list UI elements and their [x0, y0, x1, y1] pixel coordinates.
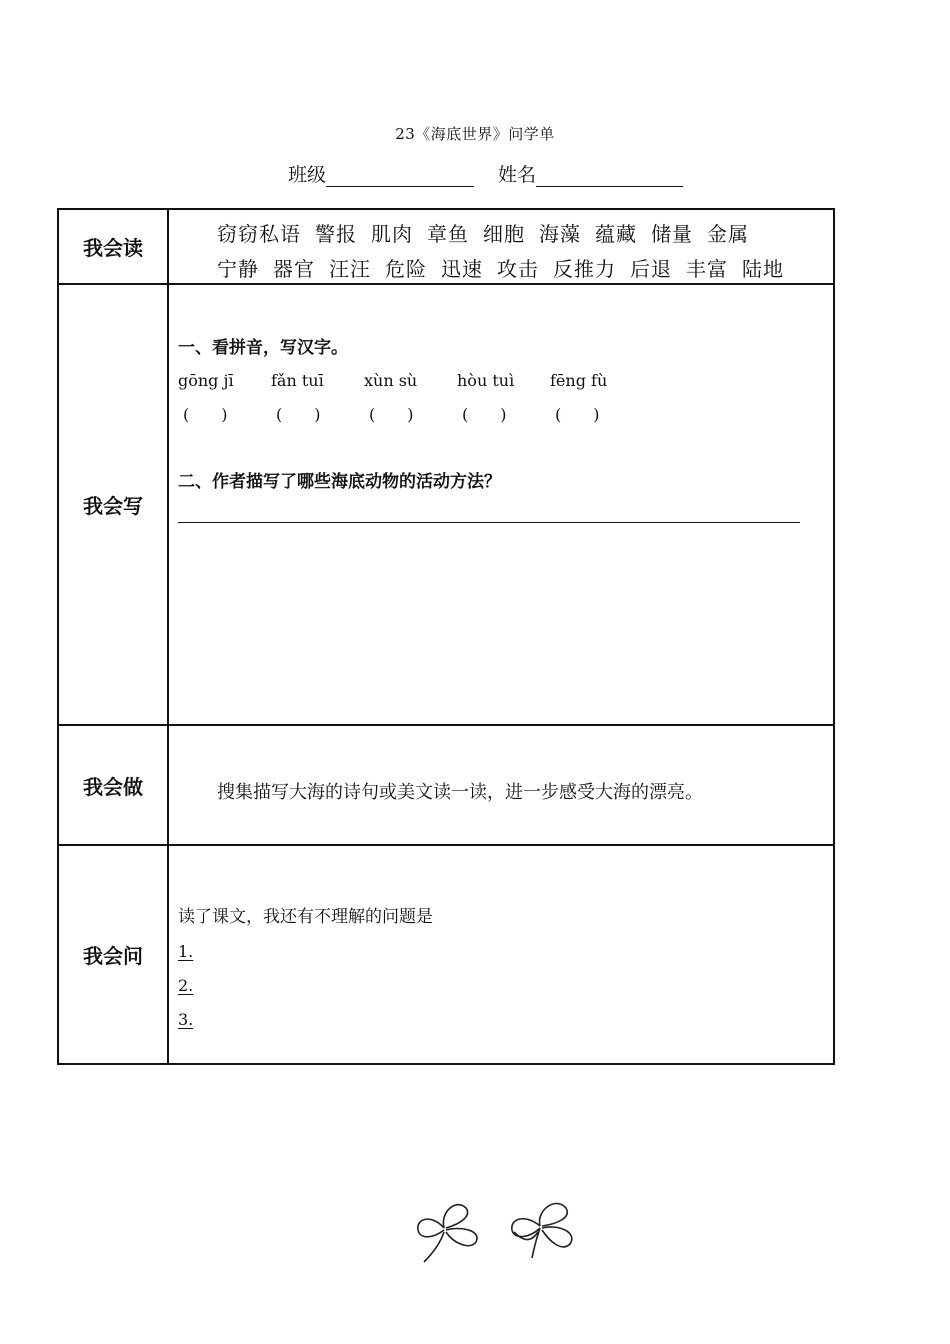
read-word: 器官 [273, 257, 315, 281]
read-word: 储量 [651, 222, 693, 246]
read-word: 反推力 [553, 257, 616, 281]
pinyin-item: gōng jī [178, 371, 234, 390]
answer-paren[interactable]: ( ) [555, 405, 600, 424]
clover-decoration [410, 1192, 585, 1267]
worksheet-table [57, 208, 835, 1065]
read-word: 章鱼 [427, 222, 469, 246]
write-content [168, 284, 834, 725]
ask-item-2[interactable]: 2. [178, 976, 194, 995]
write-heading: 我会写 [58, 284, 168, 725]
answer-parens-row [183, 402, 833, 425]
name-label: 姓名 [498, 164, 537, 186]
name-blank[interactable] [536, 166, 683, 187]
ask-intro: 读了课文，我还有不理解的问题是 [178, 907, 433, 927]
clover-icon [410, 1192, 585, 1267]
read-word: 后退 [630, 257, 672, 281]
read-words-line-1 [217, 218, 833, 247]
read-word: 危险 [385, 257, 427, 281]
pinyin-item: fēng fù [550, 371, 608, 390]
read-word: 陆地 [742, 257, 784, 281]
read-row [58, 209, 834, 284]
worksheet-title: 23《海底世界》问学单 [395, 125, 555, 143]
read-heading: 我会读 [58, 209, 168, 284]
read-word: 蕴藏 [595, 222, 637, 246]
read-word: 攻击 [497, 257, 539, 281]
pinyin-item: hòu tuì [457, 371, 515, 390]
answer-paren[interactable]: ( ) [276, 405, 321, 424]
do-task-text: 搜集描写大海的诗句或美文读一读，进一步感受大海的漂亮。 [217, 782, 703, 803]
student-info [288, 160, 683, 187]
question-2-title: 二、作者描写了哪些海底动物的活动方法？ [178, 472, 501, 492]
read-word: 肌肉 [371, 222, 413, 246]
read-word: 金属 [707, 222, 749, 246]
ask-item-3[interactable]: 3. [178, 1010, 194, 1029]
ask-row [58, 845, 834, 1064]
pinyin-item: xùn sù [364, 371, 418, 390]
read-word: 丰富 [686, 257, 728, 281]
do-heading: 我会做 [58, 725, 168, 845]
ask-item-1[interactable]: 1. [178, 942, 194, 961]
answer-paren[interactable]: ( ) [183, 405, 228, 424]
ask-heading: 我会问 [58, 845, 168, 1064]
read-word: 警报 [315, 222, 357, 246]
read-content [168, 209, 834, 284]
answer-line[interactable] [178, 510, 800, 523]
class-label: 班级 [288, 164, 327, 186]
ask-content [168, 845, 834, 1064]
read-word: 迅速 [441, 257, 483, 281]
read-words-line-2 [217, 253, 833, 282]
do-row [58, 725, 834, 845]
question-1-title: 一、看拼音，写汉字。 [178, 338, 348, 358]
answer-paren[interactable]: ( ) [462, 405, 507, 424]
write-row [58, 284, 834, 725]
pinyin-row [178, 371, 833, 390]
pinyin-item: fǎn tuī [271, 371, 324, 390]
do-content [168, 725, 834, 845]
class-blank[interactable] [326, 166, 474, 187]
read-word: 细胞 [483, 222, 525, 246]
answer-paren[interactable]: ( ) [369, 405, 414, 424]
read-word: 宁静 [217, 257, 259, 281]
read-word: 汪汪 [329, 257, 371, 281]
read-word: 窃窃私语 [217, 222, 301, 246]
read-word: 海藻 [539, 222, 581, 246]
